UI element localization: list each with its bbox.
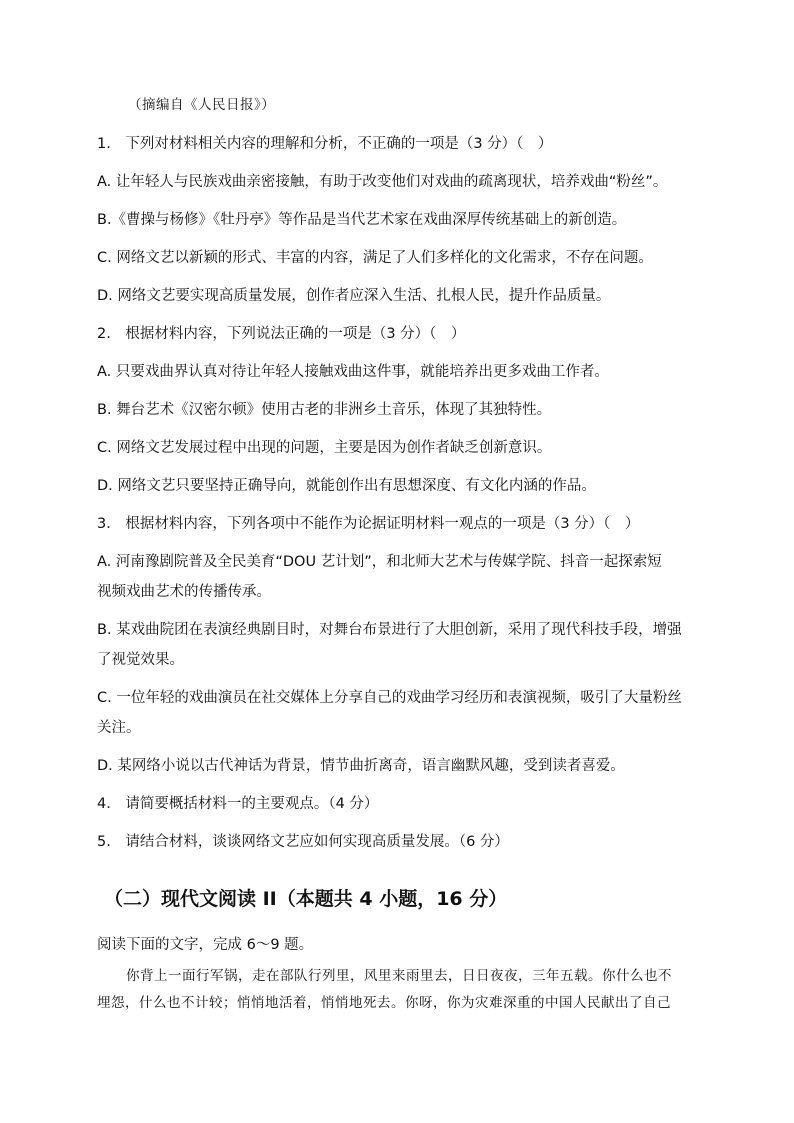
question-3-stem: 3. 根据材料内容，下列各项中不能作为论据证明材料一观点的一项是（3 分）（ ） [97, 516, 640, 532]
source-note: （摘编自《人民日报》） [128, 97, 276, 113]
section-heading: （二）现代文阅读 II（本题共 4 小题，16 分） [104, 888, 508, 910]
question-1-option-a: A. 让年轻人与民族戏曲亲密接触，有助于改变他们对戏曲的疏离现状，培养戏曲“粉丝”。 [97, 174, 668, 190]
question-2-option-a: A. 只要戏曲界认真对待让年轻人接触戏曲这件事，就能培养出更多戏曲工作者。 [97, 364, 609, 380]
question-2-stem: 2. 根据材料内容，下列说法正确的一项是（3 分）（ ） [97, 326, 466, 342]
question-2-option-d: D. 网络文艺只要坚持正确导向，就能创作出有思想深度、有文化内涵的作品。 [97, 478, 596, 494]
question-3-option-a: A. 河南豫剧院普及全民美育“DOU 艺计划”，和北师大艺术与传媒学院、抖音一起探索短 [97, 554, 662, 570]
question-1-option-b: B.《曹操与杨修》《牡丹亭》等作品是当代艺术家在戏曲深厚传统基础上的新创造。 [97, 212, 627, 228]
question-2-option-c: C. 网络文艺发展过程中出现的问题，主要是因为创作者缺乏创新意识。 [97, 440, 552, 456]
reading-instruction: 阅读下面的文字，完成 6～9 题。 [97, 937, 314, 953]
question-3-option-b: B. 某戏曲院团在表演经典剧目时，对舞台布景进行了大胆创新，采用了现代科技手段，增强 [97, 622, 682, 638]
question-3-option-c: C. 一位年轻的戏曲演员在社交媒体上分享自己的戏曲学习经历和表演视频，吸引了大量粉丝 [97, 690, 682, 706]
question-5: 5. 请结合材料，谈谈网络文艺应如何实现高质量发展。（6 分） [97, 834, 509, 850]
question-3-option-c-cont: 关注。 [97, 720, 141, 736]
question-1-stem: 1. 下列对材料相关内容的理解和分析，不正确的一项是（3 分）（ ） [97, 136, 553, 152]
question-3-option-b-cont: 了视觉效果。 [97, 652, 184, 668]
question-2-option-b: B. 舞台艺术《汉密尔顿》使用古老的非洲乡土音乐，体现了其独特性。 [97, 402, 552, 418]
question-3-option-a-cont: 视频戏曲艺术的传播传承。 [97, 584, 271, 600]
question-1-option-c: C. 网络文艺以新颖的形式、丰富的内容，满足了人们多样化的文化需求，不存在问题。 [97, 250, 653, 266]
passage-line-1: 你背上一面行军锅，走在部队行列里，风里来雨里去，日日夜夜，三年五载。你什么也不 [126, 968, 672, 984]
question-4: 4. 请简要概括材料一的主要观点。（4 分） [97, 796, 379, 812]
question-3-option-d: D. 某网络小说以古代神话为背景，情节曲折离奇，语言幽默风趣，受到读者喜爱。 [97, 758, 625, 774]
passage-line-2: 埋怨，什么也不计较；悄悄地活着，悄悄地死去。你呀，你为灾难深重的中国人民献出了自己 [97, 995, 671, 1011]
question-1-option-d: D. 网络文艺要实现高质量发展，创作者应深入生活、扎根人民，提升作品质量。 [97, 288, 611, 304]
